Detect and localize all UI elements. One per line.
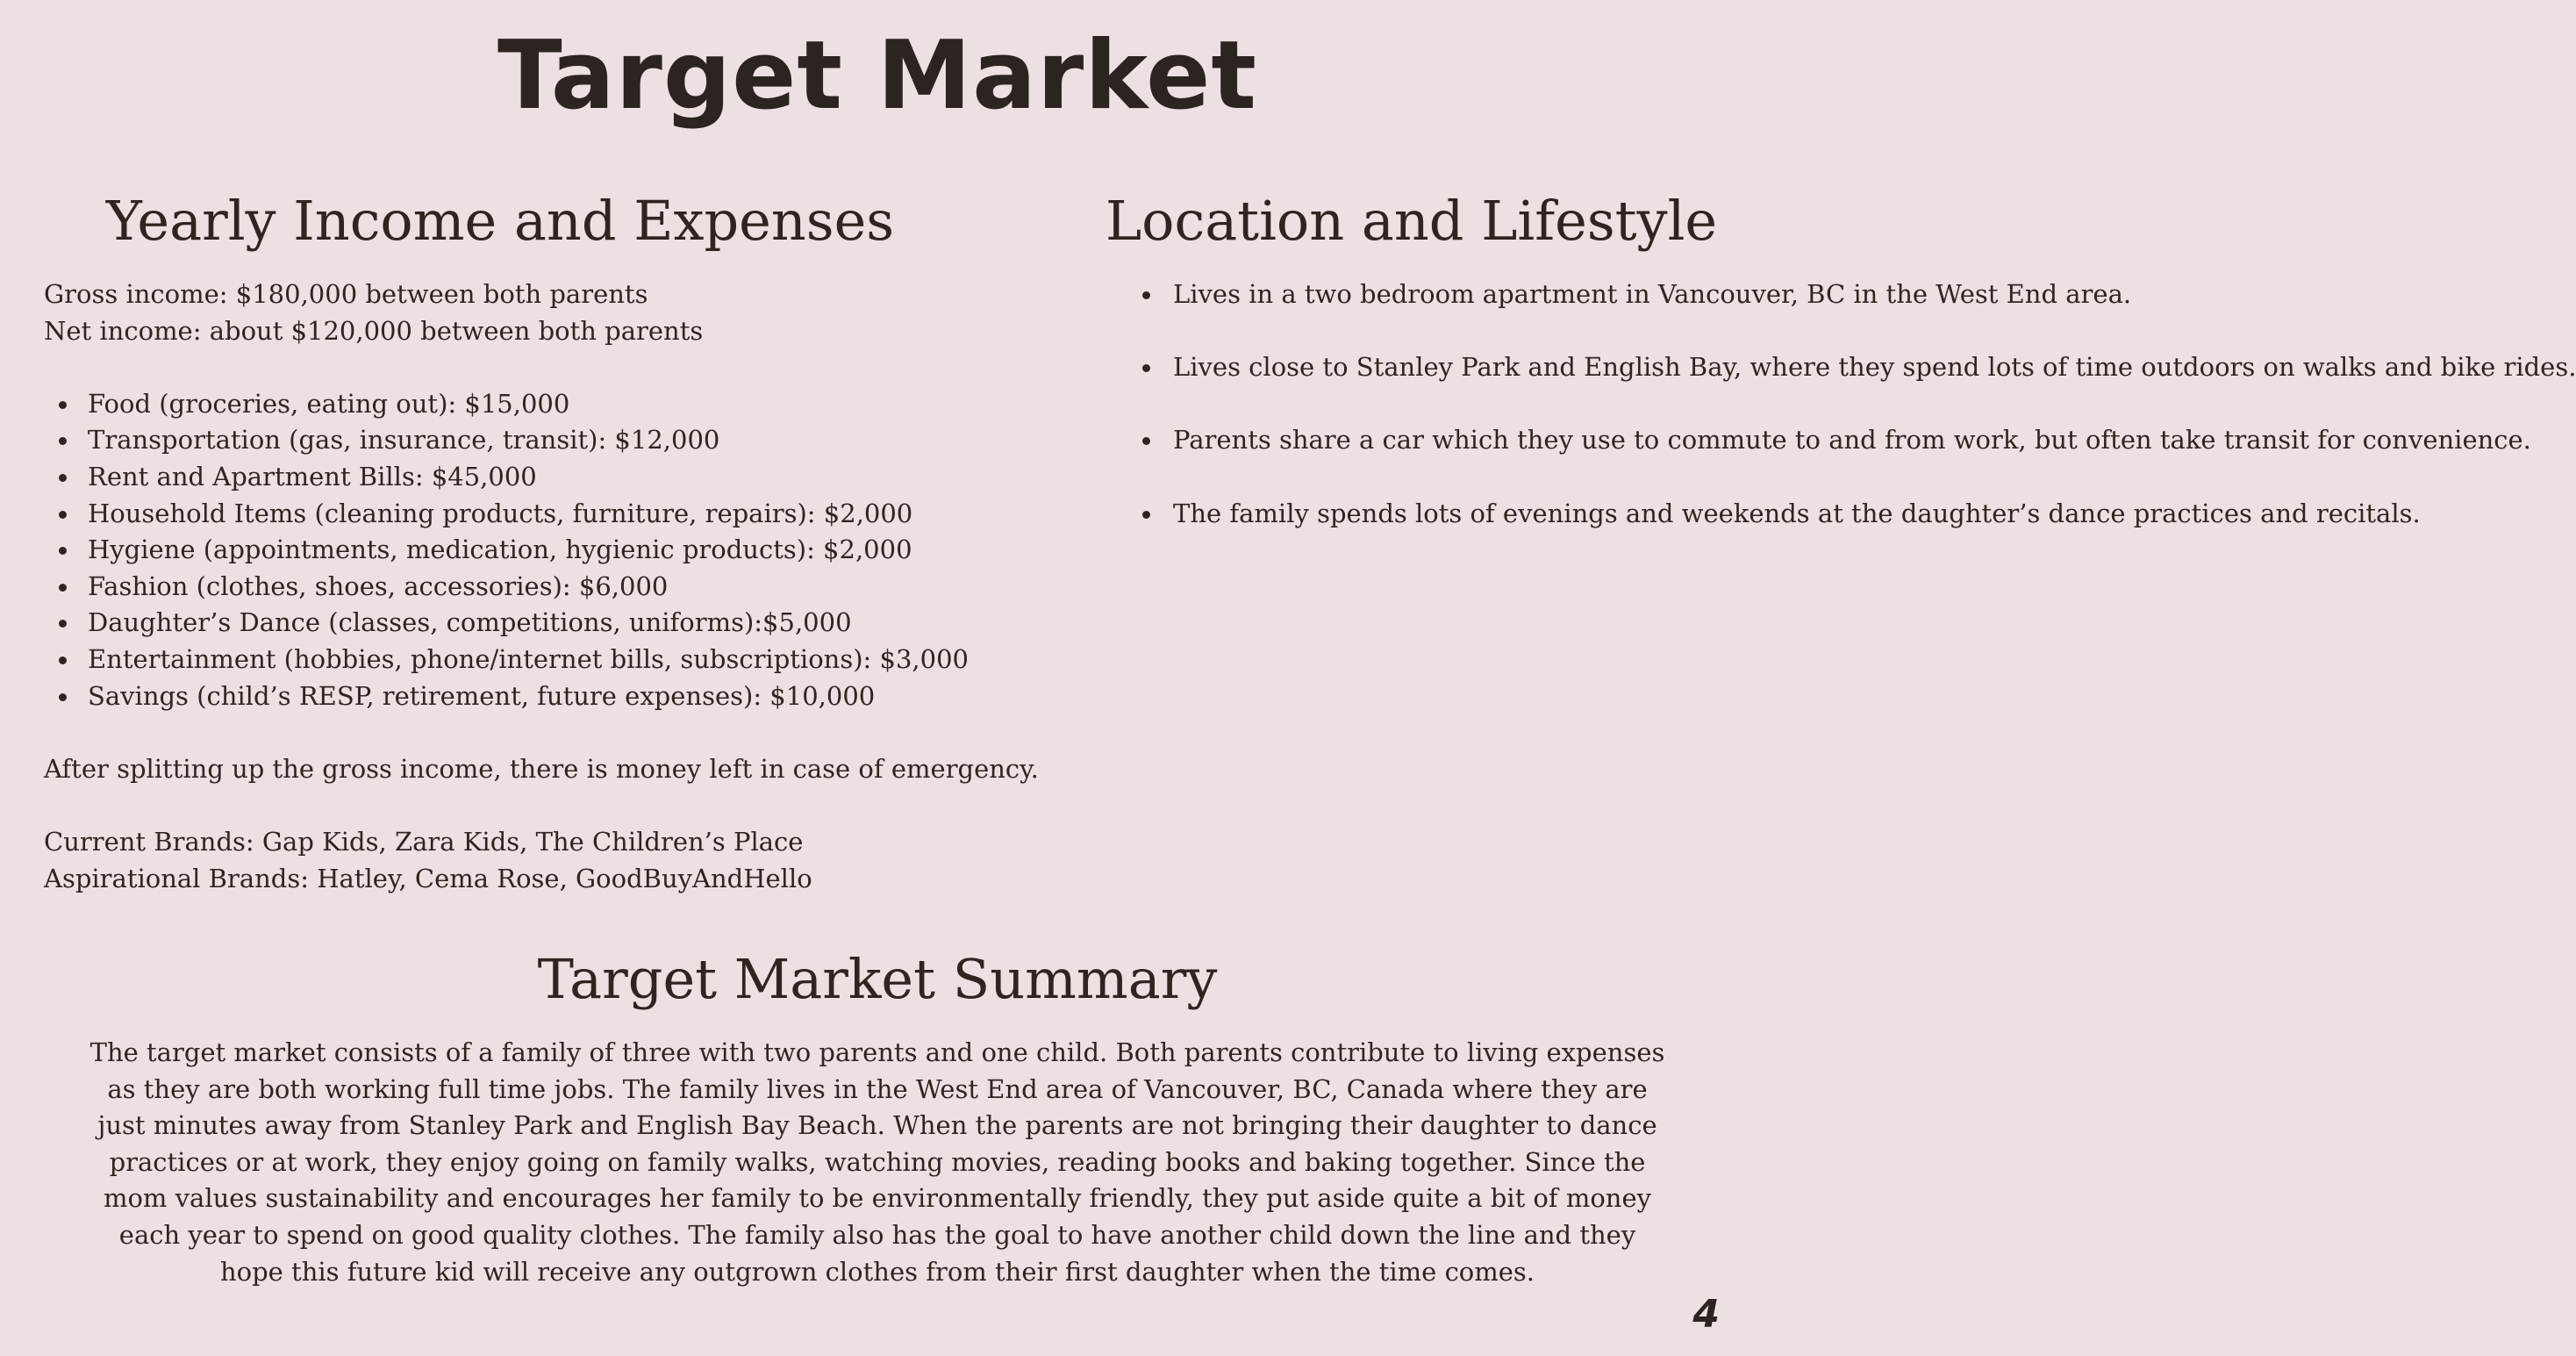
income-expenses-section — [44, 276, 1079, 897]
lifestyle-item-car: Parents share a car which they use to commute to and from work, but often take transit for convenience. — [1141, 422, 1720, 459]
page-number: 4 — [1692, 1292, 1720, 1337]
expense-item-savings: Savings (child’s RESP, retirement, future expenses): $10,000 — [44, 678, 1079, 715]
summary-paragraph: The target market consists of a family of three with two parents and one child. Both parents contribute to living expenses as they are both working full time jobs. The family lives in the West End area of Vancouver, BC, Canada where they are just minutes away from Stanley Park and English Bay Beach. When the parents are not bringing their daughter to dance practices or at work, they enjoy going on family walks, watching movies, reading books and baking together. Since the mom values sustainability and encourages her family to be environmentally friendly, they put aside quite a bit of money each year to spend on good quality clothes. The family also has the goal to have another child down the line and they hope this future kid will receive any outgrown clothes from their first daughter when the time comes. — [89, 1037, 1665, 1287]
lifestyle-item-apartment: Lives in a two bedroom apartment in Vancouver, BC in the West End area. — [1141, 276, 1720, 313]
current-brands-text: Current Brands: Gap Kids, Zara Kids, The Children’s Place — [44, 826, 804, 857]
location-lifestyle-heading: Location and Lifestyle — [1106, 189, 1718, 253]
emergency-note: After splitting up the gross income, there is money left in case of emergency. — [44, 753, 1039, 784]
expense-item-entertainment: Entertainment (hobbies, phone/internet bills, subscriptions): $3,000 — [44, 642, 1079, 678]
lifestyle-list — [1141, 276, 2576, 532]
location-lifestyle-section — [1141, 276, 2576, 569]
income-expenses-heading: Yearly Income and Expenses — [105, 189, 895, 253]
expense-item-household: Household Items (cleaning products, furniture, repairs): $2,000 — [44, 496, 1079, 533]
net-income-text: Net income: about $120,000 between both parents — [44, 315, 704, 346]
expense-item-food: Food (groceries, eating out): $15,000 — [44, 386, 1079, 423]
expense-item-fashion: Fashion (clothes, shoes, accessories): $6,000 — [44, 569, 1079, 606]
expense-item-dance: Daughter’s Dance (classes, competitions, uniforms):$5,000 — [44, 605, 1079, 642]
expense-item-hygiene: Hygiene (appointments, medication, hygienic products): $2,000 — [44, 532, 1079, 569]
expense-item-rent: Rent and Apartment Bills: $45,000 — [44, 459, 1079, 496]
expense-item-transportation: Transportation (gas, insurance, transit): $12,000 — [44, 422, 1079, 459]
aspirational-brands-text: Aspirational Brands: Hatley, Cema Rose, GoodBuyAndHello — [44, 863, 812, 893]
lifestyle-item-dance: The family spends lots of evenings and weekends at the daughter’s dance practices and recitals. — [1141, 496, 1720, 533]
summary-heading: Target Market Summary — [537, 947, 1218, 1011]
gross-income-text: Gross income: $180,000 between both parents — [44, 279, 648, 309]
lifestyle-item-park: Lives close to Stanley Park and English Bay, where they spend lots of time outdoors on walks and bike rides. — [1141, 349, 1720, 386]
page-title: Target Market — [497, 21, 1258, 131]
expense-list — [44, 386, 1079, 714]
